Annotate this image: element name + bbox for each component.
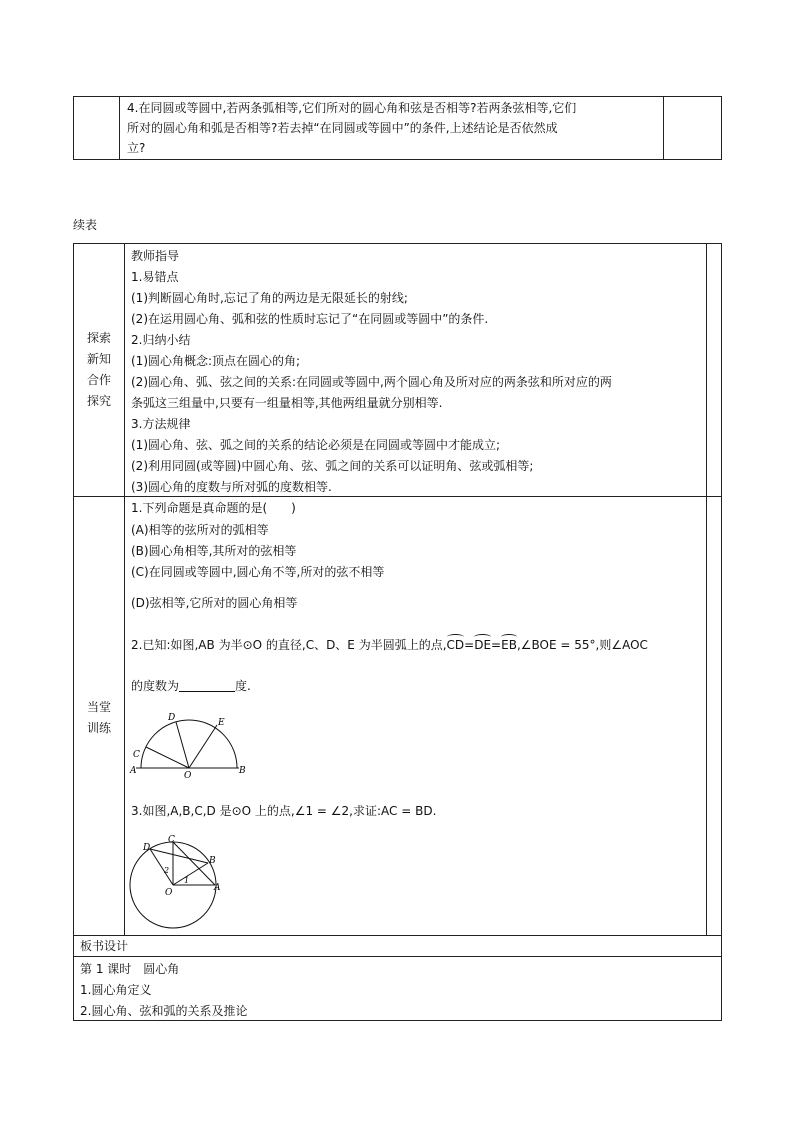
board-item-2: 2.圆心角、弦和弧的关系及推论 [80,1004,248,1018]
angle-2-label: 2 [164,866,170,875]
continued-label: 续表 [73,218,98,232]
label-O: O [184,771,192,778]
board-item-1: 1.圆心角定义 [80,983,152,997]
label-C: C [168,835,175,845]
angle-1-label: 1 [184,876,190,885]
label-A: A [214,883,221,893]
label-O: O [165,888,173,898]
board-title: 板书设计 [80,939,129,953]
board-lesson: 第 1 课时 圆心角 [80,962,180,976]
semicircle-figure [128,710,254,778]
q4-line-2: 所对的圆心角和弧是否相等?若去掉“在同圆或等圆中”的条件,上述结论是否依然成 [127,121,558,135]
label-B: B [209,856,216,866]
q4-line-3: 立? [127,141,146,155]
label-E: E [218,718,225,728]
circle-figure [126,832,226,930]
q4-line-1: 4.在同圆或等圆中,若两条弧相等,它们所对的圆心角和弦是否相等?若两条弦相等,它们 [127,101,577,115]
label-C: C [133,750,140,760]
label-D: D [143,843,151,853]
label-A: A [130,766,137,776]
arc-de: DE [474,638,492,652]
teacher-guide-heading: 教师指导 [131,249,180,263]
answer-blank[interactable] [179,679,235,692]
label-B: B [239,766,246,776]
arc-cd: CD [446,638,465,652]
arc-eb: EB [501,638,517,652]
label-D: D [168,713,176,723]
